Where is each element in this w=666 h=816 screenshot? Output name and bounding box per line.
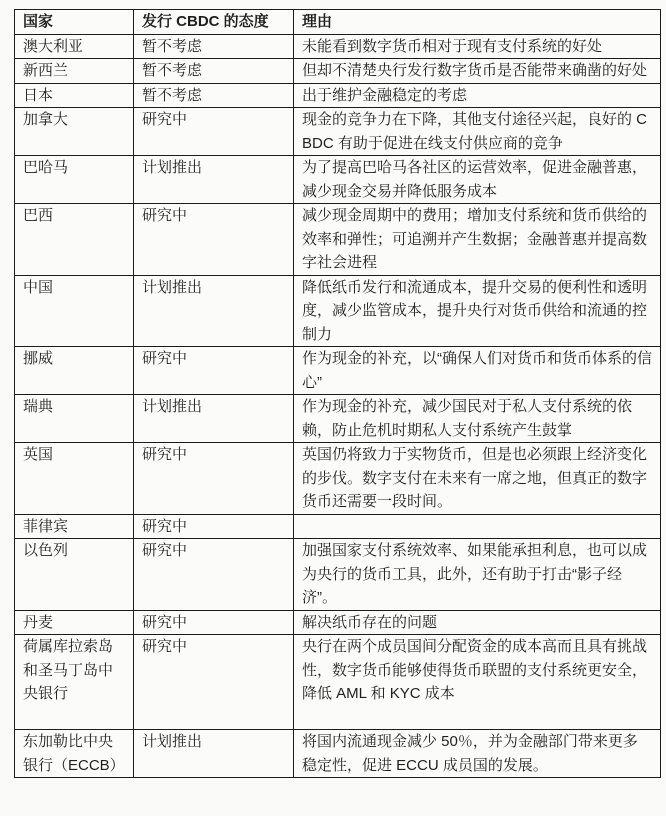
cell-country: 巴哈马 (15, 156, 134, 204)
cell-reason: 降低纸币发行和流通成本，提升交易的便利性和透明度，减少监管成本，提升央行对货币供给和流通的控制力 (294, 275, 661, 347)
cell-country: 丹麦 (15, 610, 134, 635)
table-row (15, 108, 661, 156)
cell-attitude: 研究中 (134, 108, 294, 156)
cbdc-attitude-table (14, 9, 661, 778)
table-header-row (15, 10, 661, 35)
table-row (15, 83, 661, 108)
cell-reason: 作为现金的补充，减少国民对于私人支付系统的依赖，防止危机时期私人支付系统产生鼓掌 (294, 395, 661, 443)
cell-country: 日本 (15, 83, 134, 108)
cell-reason: 作为现金的补充，以“确保人们对货币和货币体系的信心” (294, 347, 661, 395)
cell-reason: 央行在两个成员国间分配资金的成本高而且具有挑战性，数字货币能够使得货币联盟的支付系统更安全，降低 AML 和 KYC 成本 (294, 635, 661, 730)
cell-country: 中国 (15, 275, 134, 347)
cell-country: 澳大利亚 (15, 34, 134, 59)
cell-country: 瑞典 (15, 395, 134, 443)
cell-attitude: 暂不考虑 (134, 59, 294, 84)
cell-reason: 英国仍将致力于实物货币，但是也必须跟上经济变化的步伐。数字支付在未来有一席之地，但真正的数字货币还需要一段时间。 (294, 443, 661, 515)
cell-attitude: 计划推出 (134, 156, 294, 204)
cell-reason: 将国内流通现金减少 50％，并为金融部门带来更多稳定性，促进 ECCU 成员国的发展。 (294, 730, 661, 778)
cell-reason: 现金的竞争力在下降，其他支付途径兴起，良好的 CBDC 有助于促进在线支付供应商的竞争 (294, 108, 661, 156)
cell-attitude: 计划推出 (134, 730, 294, 778)
cell-reason: 未能看到数字货币相对于现有支付系统的好处 (294, 34, 661, 59)
header-attitude: 发行 CBDC 的态度 (134, 10, 294, 35)
table-row (15, 514, 661, 539)
header-reason: 理由 (294, 10, 661, 35)
cell-country: 以色列 (15, 539, 134, 611)
cell-reason: 为了提高巴哈马各社区的运营效率，促进金融普惠，减少现金交易并降低服务成本 (294, 156, 661, 204)
cell-country: 新西兰 (15, 59, 134, 84)
table-row (15, 730, 661, 778)
cell-reason: 加强国家支付系统效率、如果能承担利息，也可以成为央行的货币工具，此外，还有助于打击“影子经济”。 (294, 539, 661, 611)
table-row (15, 204, 661, 276)
cell-attitude: 研究中 (134, 204, 294, 276)
cell-attitude: 计划推出 (134, 395, 294, 443)
table-row (15, 395, 661, 443)
cell-reason: 解决纸币存在的问题 (294, 610, 661, 635)
cell-country: 巴西 (15, 204, 134, 276)
cell-country: 东加勒比中央银行（ECCB） (15, 730, 134, 778)
cell-attitude: 研究中 (134, 539, 294, 611)
cell-country: 加拿大 (15, 108, 134, 156)
table-row (15, 59, 661, 84)
cell-attitude: 暂不考虑 (134, 34, 294, 59)
cell-country: 英国 (15, 443, 134, 515)
cell-attitude: 暂不考虑 (134, 83, 294, 108)
cell-attitude: 研究中 (134, 514, 294, 539)
cell-attitude: 研究中 (134, 635, 294, 730)
cell-attitude: 研究中 (134, 347, 294, 395)
table-row (15, 635, 661, 730)
table-row (15, 443, 661, 515)
cell-country: 荷属库拉索岛和圣马丁岛中央银行 (15, 635, 134, 730)
cell-reason: 出于维护金融稳定的考虑 (294, 83, 661, 108)
table-row (15, 275, 661, 347)
header-country: 国家 (15, 10, 134, 35)
table-row (15, 347, 661, 395)
cell-attitude: 计划推出 (134, 275, 294, 347)
table-row (15, 539, 661, 611)
table-row (15, 156, 661, 204)
table-row (15, 34, 661, 59)
cell-country: 挪威 (15, 347, 134, 395)
cell-attitude: 研究中 (134, 610, 294, 635)
table-row (15, 610, 661, 635)
cell-reason (294, 514, 661, 539)
cell-reason: 但却不清楚央行发行数字货币是否能带来确凿的好处 (294, 59, 661, 84)
cell-attitude: 研究中 (134, 443, 294, 515)
cell-country: 菲律宾 (15, 514, 134, 539)
cell-reason: 减少现金周期中的费用；增加支付系统和货币供给的效率和弹性；可追溯并产生数据；金融普惠并提高数字社会进程 (294, 204, 661, 276)
